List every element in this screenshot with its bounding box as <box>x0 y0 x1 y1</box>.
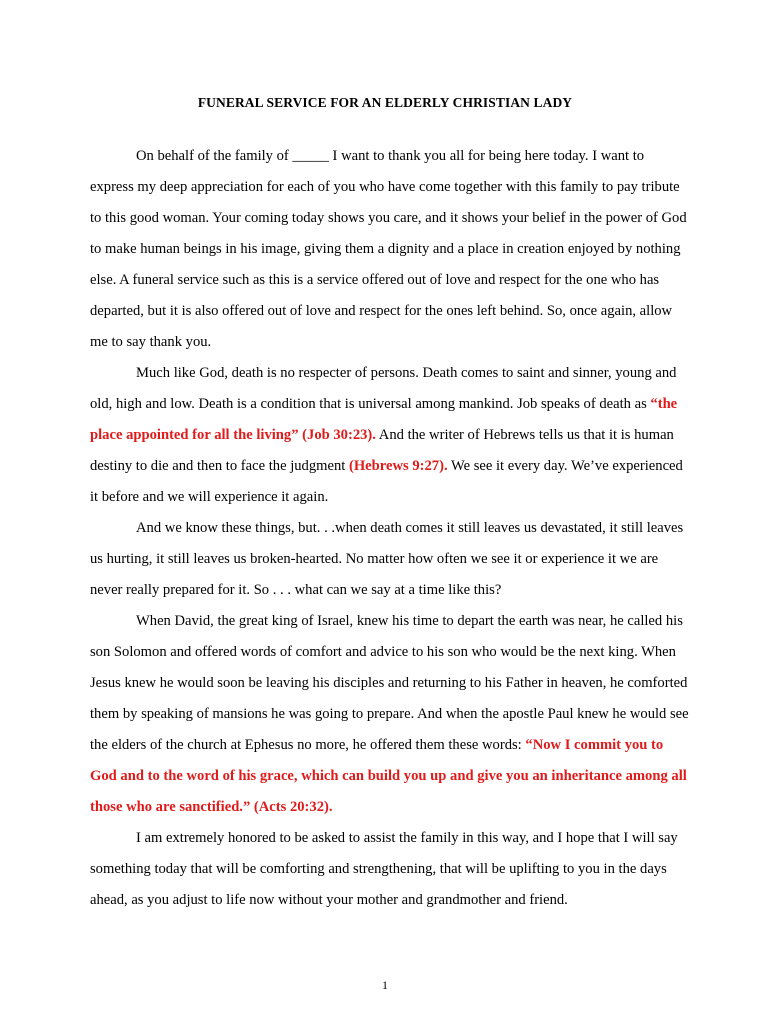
paragraph-text: Much like God, death is no respecter of persons. Death comes to saint and sinner, young and old, high and low. Death is a condition that is universal among mankind. Job speaks of death as <box>90 365 677 412</box>
paragraph-comfort <box>90 606 690 823</box>
scripture-quote-job: “the place appointed for all the living” (Job 30:23). <box>90 396 678 443</box>
paragraph-thanks <box>90 141 690 358</box>
paragraph-text: When David, the great king of Israel, knew his time to depart the earth was near, he called his son Solomon and offered words of comfort and advice to his son who would be the next king. When Jesus knew he would soon be leaving his disciples and returning to his Father in heaven, he comforted them by speaking of mansions he was going to prepare. And when the apostle Paul knew he would see the elders of the church at Ephesus no more, he offered them these words: <box>90 613 689 753</box>
paragraph-devastated <box>90 513 690 606</box>
page-number: 1 <box>382 978 388 992</box>
paragraph-text: On behalf of the family of _____ I want to thank you all for being here today. I want to express my deep appreciation for each of you who have come together with this family to pay tribute to this good woman. Your coming today shows you care, and it shows your belief in the power of God to make human beings in his image, giving them a dignity and a place in creation enjoyed by nothing else. A funeral service such as this is a service offered out of love and respect for the one who has departed, but it is also offered out of love and respect for the ones left behind. So, once again, allow me to say thank you. <box>90 148 687 350</box>
paragraph-death <box>90 358 690 513</box>
document-body <box>90 141 690 916</box>
scripture-quote-acts: “Now I commit you to God and to the word of his grace, which can build you up and give you an inheritance among all those who are sanctified.” (Acts 20:32). <box>90 737 687 815</box>
document-title: FUNERAL SERVICE FOR AN ELDERLY CHRISTIAN LADY <box>197 95 573 110</box>
paragraph-text: I am extremely honored to be asked to assist the family in this way, and I hope that I will say something today that will be comforting and strengthening, that will be uplifting to you in the days ahead, as you adjust to life now without your mother and grandmother and friend. <box>90 830 678 908</box>
paragraph-honored <box>90 823 690 916</box>
paragraph-text: We see it every day. We’ve experienced it before and we will experience it again. <box>90 458 683 505</box>
scripture-reference-hebrews: (Hebrews 9:27). <box>348 458 448 474</box>
paragraph-text: And the writer of Hebrews tells us that it is human destiny to die and then to face the judgment <box>90 427 674 474</box>
paragraph-text: And we know these things, but. . .when death comes it still leaves us devastated, it still leaves us hurting, it still leaves us broken-hearted. No matter how often we see it or experience it we are never really prepared for it. So . . . what can we say at a time like this? <box>90 520 684 598</box>
